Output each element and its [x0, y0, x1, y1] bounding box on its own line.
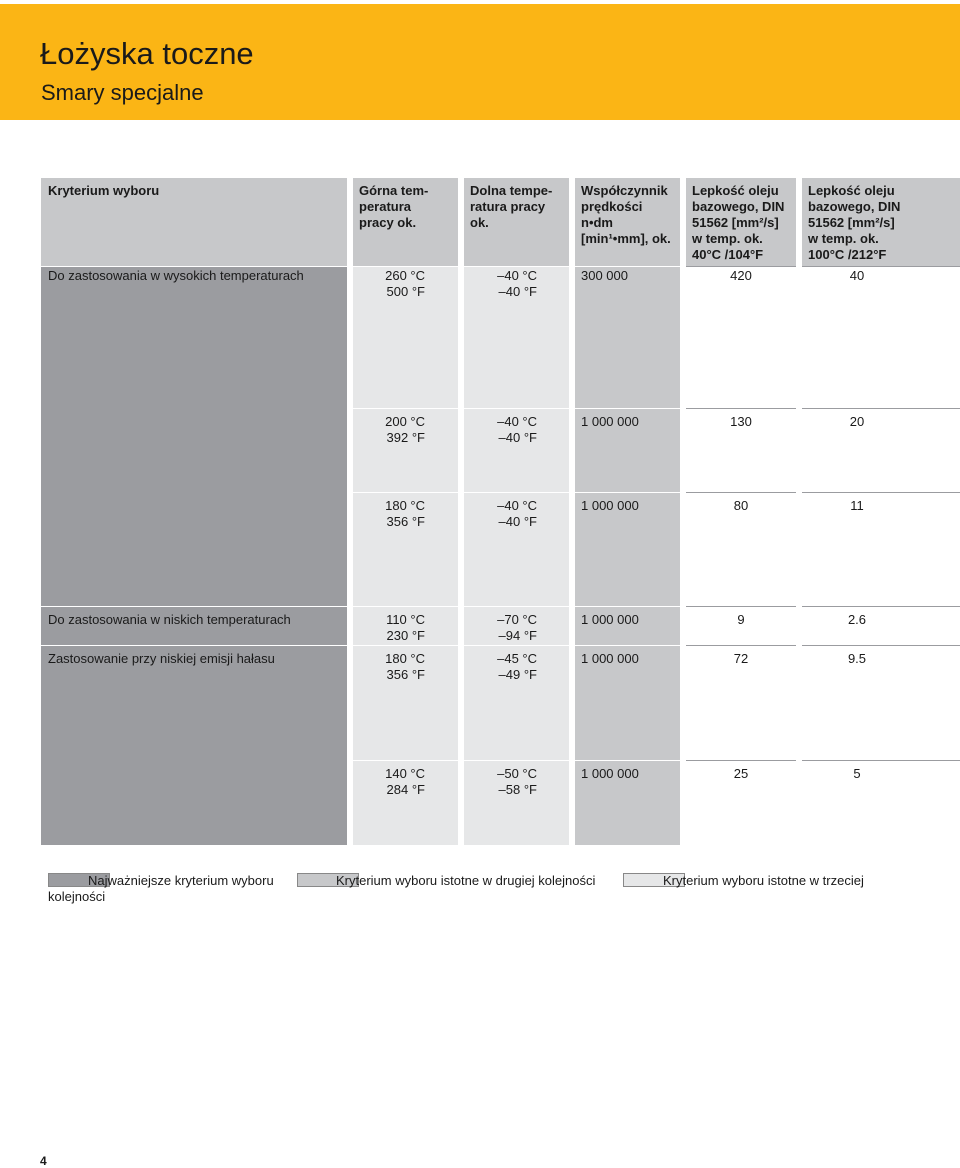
row-divider [353, 266, 458, 267]
row-divider [802, 492, 960, 493]
upper-temp-f: 356 °F [386, 667, 425, 682]
viscosity-100: 2.6 [847, 612, 867, 627]
column-header-line: 40°C /104°F [692, 247, 764, 262]
row-divider [802, 408, 960, 409]
row-divider [575, 606, 680, 607]
legend-label-secondary: Kryterium wyboru istotne w drugiej kolejności [336, 873, 596, 888]
row-divider [464, 408, 569, 409]
viscosity-40: 130 [730, 414, 752, 429]
speed-factor: 1 000 000 [581, 414, 639, 429]
lower-temp-c: –40 °C [497, 498, 537, 513]
column-header-line: 51562 [mm²/s] [692, 215, 779, 230]
column-header [808, 183, 900, 263]
column-header-line: n•dm [581, 215, 613, 230]
row-divider [575, 492, 680, 493]
column-header [470, 183, 552, 231]
row-criterion: Do zastosowania w niskich temperaturach [48, 612, 291, 627]
row-divider [353, 645, 458, 646]
row-divider [686, 645, 796, 646]
column-header-line: Lepkość oleju [692, 183, 779, 198]
header-band [0, 4, 960, 120]
speed-factor: 1 000 000 [581, 498, 639, 513]
lower-temp-c: –40 °C [497, 414, 537, 429]
upper-temp-f: 392 °F [386, 430, 425, 445]
column-body-bg [464, 266, 569, 845]
legend-label-primary-cont: kolejności [48, 889, 106, 904]
column-header-line: bazowego, DIN [692, 199, 785, 214]
row-divider [575, 408, 680, 409]
row-divider [686, 760, 796, 761]
lower-temp-c: –70 °C [497, 612, 537, 627]
lower-temp-f: –40 °F [498, 514, 537, 529]
viscosity-40: 80 [733, 498, 749, 513]
row-divider [353, 606, 458, 607]
viscosity-100: 20 [849, 414, 865, 429]
viscosity-40: 420 [730, 268, 752, 283]
column-header-line: prędkości [581, 199, 643, 214]
column-header-line: w temp. ok. [692, 231, 763, 246]
lower-temp-c: –50 °C [497, 766, 537, 781]
row-divider [802, 645, 960, 646]
lower-temp-f: –58 °F [498, 782, 537, 797]
row-divider [686, 606, 796, 607]
row-divider [802, 606, 960, 607]
row-divider [464, 760, 569, 761]
column-header-line: Współczynnik [581, 183, 668, 198]
legend-label-tertiary: Kryterium wyboru istotne w trzeciej [663, 873, 864, 888]
row-divider [686, 408, 796, 409]
row-divider [464, 492, 569, 493]
row-divider [464, 266, 569, 267]
upper-temp-f: 356 °F [386, 514, 425, 529]
viscosity-40: 72 [733, 651, 749, 666]
speed-factor: 1 000 000 [581, 651, 639, 666]
upper-temp-c: 180 °C [385, 651, 425, 666]
row-criterion: Zastosowanie przy niskiej emisji hałasu [48, 651, 275, 666]
lower-temp-f: –40 °F [498, 284, 537, 299]
column-header-line: w temp. ok. [808, 231, 879, 246]
lower-temp-c: –40 °C [497, 268, 537, 283]
row-divider [353, 760, 458, 761]
column-header-line: ok. [470, 215, 489, 230]
page-title: Łożyska toczne [40, 36, 254, 71]
column-header-line: Kryterium wyboru [48, 183, 160, 198]
column-header-line: peratura [359, 199, 412, 214]
lower-temp-c: –45 °C [497, 651, 537, 666]
upper-temp-c: 260 °C [385, 268, 425, 283]
upper-temp-c: 200 °C [385, 414, 425, 429]
column-header-line: Dolna tempe- [470, 183, 553, 198]
row-divider [353, 492, 458, 493]
speed-factor: 1 000 000 [581, 766, 639, 781]
row-divider [353, 408, 458, 409]
lower-temp-f: –49 °F [498, 667, 537, 682]
upper-temp-c: 110 °C [386, 612, 425, 627]
column-header [581, 183, 671, 247]
column-header-line: [min¹•mm], ok. [581, 231, 671, 246]
column-body-bg [686, 266, 796, 845]
row-divider [575, 645, 680, 646]
row-divider [41, 606, 347, 607]
viscosity-40: 9 [737, 612, 745, 627]
column-header [48, 183, 159, 199]
viscosity-100: 9.5 [847, 651, 867, 666]
upper-temp-f: 230 °F [386, 628, 425, 643]
upper-temp-c: 180 °C [385, 498, 425, 513]
speed-factor: 1 000 000 [581, 612, 639, 627]
row-divider [41, 266, 347, 267]
row-criterion: Do zastosowania w wysokich temperaturach [48, 268, 304, 283]
viscosity-100: 40 [849, 268, 865, 283]
column-body-bg [802, 266, 960, 845]
viscosity-40: 25 [733, 766, 749, 781]
column-body-bg [353, 266, 458, 845]
page-subtitle: Smary specjalne [41, 80, 204, 105]
column-header-line: 51562 [mm²/s] [808, 215, 895, 230]
page-number: 4 [40, 1154, 47, 1168]
column-header-line: bazowego, DIN [808, 199, 901, 214]
column-header-line: 100°C /212°F [808, 247, 887, 262]
legend-label-primary: Najważniejsze kryterium wyboru [88, 873, 274, 888]
row-divider [802, 266, 960, 267]
row-divider [41, 645, 347, 646]
column-header-line: ratura pracy [470, 199, 546, 214]
speed-factor: 300 000 [581, 268, 628, 283]
row-divider [575, 760, 680, 761]
viscosity-100: 5 [853, 766, 861, 781]
column-header-line: pracy ok. [359, 215, 417, 230]
row-divider [686, 492, 796, 493]
column-header-line: Górna tem- [359, 183, 429, 198]
upper-temp-c: 140 °C [385, 766, 425, 781]
column-header [359, 183, 428, 231]
row-divider [464, 645, 569, 646]
row-divider [802, 760, 960, 761]
column-header [692, 183, 784, 263]
row-divider [464, 606, 569, 607]
lower-temp-f: –94 °F [498, 628, 537, 643]
upper-temp-f: 284 °F [386, 782, 425, 797]
column-body-bg [41, 266, 347, 845]
lower-temp-f: –40 °F [498, 430, 537, 445]
column-body-bg [575, 266, 680, 845]
column-header-line: Lepkość oleju [808, 183, 895, 198]
row-divider [575, 266, 680, 267]
row-divider [686, 266, 796, 267]
viscosity-100: 11 [850, 498, 864, 513]
upper-temp-f: 500 °F [386, 284, 425, 299]
